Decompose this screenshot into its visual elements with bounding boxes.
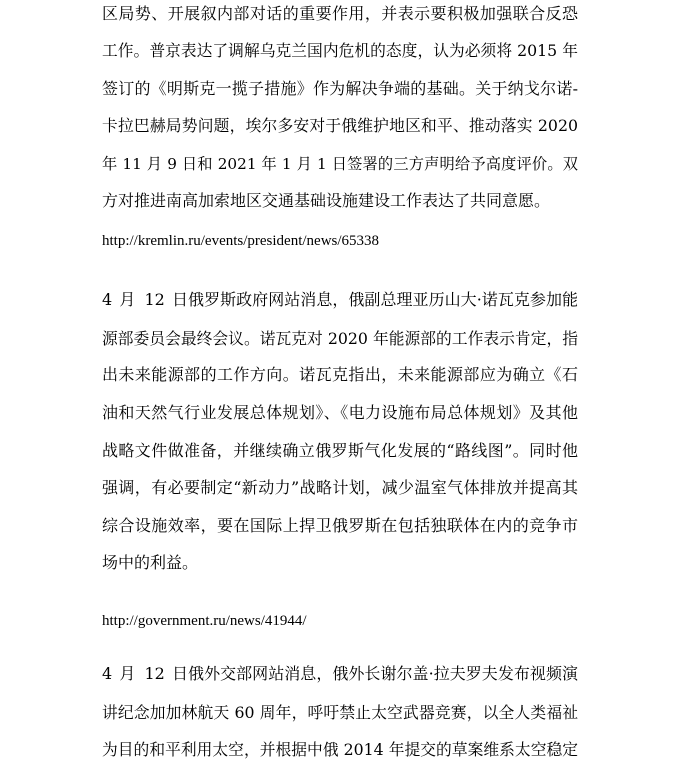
entry-date: 4 月 12 日 — [102, 664, 188, 683]
paragraph-line: 场中的利益。 — [102, 553, 199, 572]
paragraph-line: 区局势、开展叙内部对话的重要作用，并表示要积极加强联合反恐 — [102, 4, 578, 23]
paragraph-line: 源部委员会最终会议。诺瓦克对 2020 年能源部的工作表示肯定，指 — [102, 329, 578, 348]
paragraph-line: 签订的《明斯克一揽子措施》作为解决争端的基础。关于纳戈尔诺- — [102, 79, 578, 98]
source-url-link[interactable]: http://government.ru/news/41944/ — [102, 613, 307, 629]
paragraph-line: 为目的和平利用太空，并根据中俄 2014 年提交的草案维系太空稳定 — [102, 740, 578, 759]
paragraph-line: 卡拉巴赫局势问题，埃尔多安对于俄维护地区和平、推动落实 2020 — [102, 116, 578, 135]
entry-first-line — [102, 290, 578, 310]
paragraph-line: 出未来能源部的工作方向。诺瓦克指出，未来能源部应为确立《石 — [102, 365, 578, 384]
paragraph-line: 战略文件做准备，并继续确立俄罗斯气化发展的“路线图”。同时他 — [102, 441, 578, 460]
paragraph-line: 强调，有必要制定“新动力”战略计划，减少温室气体排放并提高其 — [102, 478, 578, 497]
paragraph-line: 年 11 月 9 日和 2021 年 1 月 1 日签署的三方声明给予高度评价。双 — [102, 155, 578, 173]
entry-first-line — [102, 664, 578, 684]
entry-lead-text: 俄罗斯政府网站消息，俄副总理亚历山大·诺瓦克参加能 — [188, 290, 578, 309]
paragraph-line: 讲纪念加加林航天 60 周年，呼吁禁止太空武器竞赛，以全人类福祉 — [102, 703, 578, 722]
paragraph-line: 方对推进南高加索地区交通基础设施建设工作表达了共同意愿。 — [102, 191, 551, 210]
paragraph-line: 综合设施效率，要在国际上捍卫俄罗斯在包括独联体在内的竞争市 — [102, 516, 578, 535]
paragraph-line: 油和天然气行业发展总体规划》、《电力设施布局总体规划》及其他 — [102, 403, 578, 422]
entry-lead-text: 俄外交部网站消息，俄外长谢尔盖·拉夫罗夫发布视频演 — [188, 664, 578, 683]
entry-date: 4 月 12 日 — [102, 290, 188, 309]
source-url-link[interactable]: http://kremlin.ru/events/president/news/65338 — [102, 233, 380, 249]
paragraph-line: 工作。普京表达了调解乌克兰国内危机的态度，认为必须将 2015 年 — [102, 41, 578, 60]
